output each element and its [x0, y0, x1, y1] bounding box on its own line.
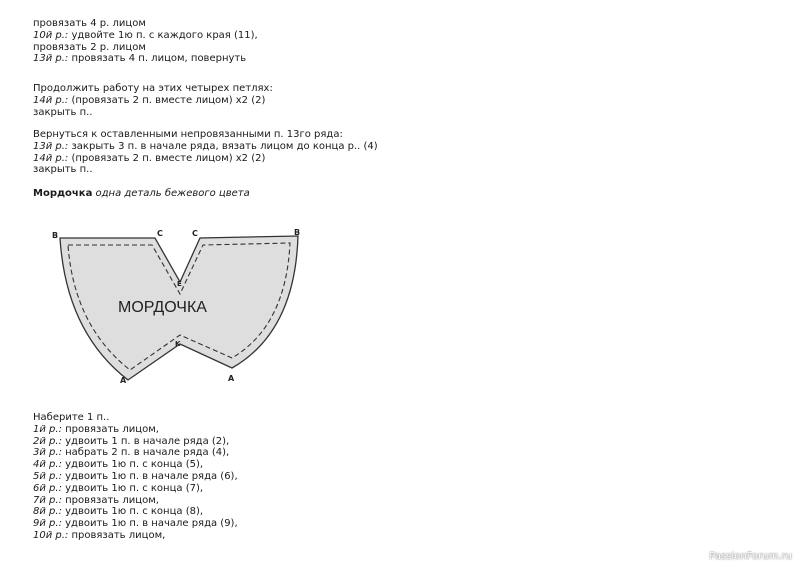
point-b-right: B [294, 228, 301, 237]
instruction-line: 7й р.: провязать лицом, [33, 494, 159, 506]
point-a-left: A [120, 376, 127, 385]
instruction-line: 13й р.: закрыть 3 п. в начале ряда, вязать лицом до конца р.. (4) [33, 140, 378, 152]
instruction-line: 4й р.: удвоить 1ю п. с конца (5), [33, 459, 204, 471]
point-b-left: B [52, 231, 59, 240]
section-heading [33, 188, 250, 200]
instruction-line: Продолжить работу на этих четырех петлях: [33, 83, 273, 94]
instruction-line: 9й р.: удвоить 1ю п. в начале ряда (9), [33, 518, 238, 530]
instruction-line: 1й р.: провязать лицом, [33, 423, 159, 435]
instruction-line: 14й р.: (провязать 2 п. вместе лицом) x2 (2) [33, 152, 266, 164]
instruction-line: 5й р.: удвоить 1ю п. в начале ряда (6), [33, 470, 238, 482]
instruction-line: закрыть п.. [33, 106, 93, 118]
section-title: Мордочка [33, 188, 93, 199]
instruction-line: 10й р.: провязать лицом, [33, 529, 166, 541]
instruction-line: 2й р.: удвоить 1 п. в начале ряда (2), [33, 435, 230, 447]
muzzle-pattern-diagram [40, 222, 320, 402]
instruction-line: закрыть п.. [33, 164, 93, 176]
instruction-line: 10й р.: удвойте 1ю п. с каждого края (11), [33, 29, 258, 41]
point-e: E [177, 280, 182, 288]
instruction-line: 13й р.: провязать 4 п. лицом, повернуть [33, 53, 247, 65]
instructions-section-3 [33, 129, 378, 176]
instructions-section-1 [33, 18, 258, 65]
section-subtitle: одна деталь бежевого цвета [92, 188, 250, 199]
pattern-label: МОРДОЧКА [118, 299, 207, 316]
instruction-line: 6й р.: удвоить 1ю п. с конца (7), [33, 482, 204, 494]
instruction-line: Наберите 1 п.. [33, 412, 110, 423]
point-a-right: A [228, 374, 235, 383]
instruction-line: 14й р.: (провязать 2 п. вместе лицом) x2 (2) [33, 94, 266, 106]
point-c-left: C [157, 229, 163, 238]
point-c-right: C [192, 229, 198, 238]
instructions-section-2 [33, 83, 273, 118]
instruction-line: 8й р.: удвоить 1ю п. с конца (8), [33, 506, 204, 518]
instruction-line: 3й р.: набрать 2 п. в начале ряда (4), [33, 447, 230, 459]
watermark: PassionForum.ru [709, 551, 792, 562]
instructions-section-5 [33, 412, 238, 542]
instruction-line: Вернуться к оставленными непровязанными п. 13го ряда: [33, 129, 343, 140]
instruction-line: провязать 4 р. лицом [33, 18, 146, 29]
point-k: K [175, 340, 181, 348]
instruction-line: провязать 2 р. лицом [33, 41, 146, 53]
